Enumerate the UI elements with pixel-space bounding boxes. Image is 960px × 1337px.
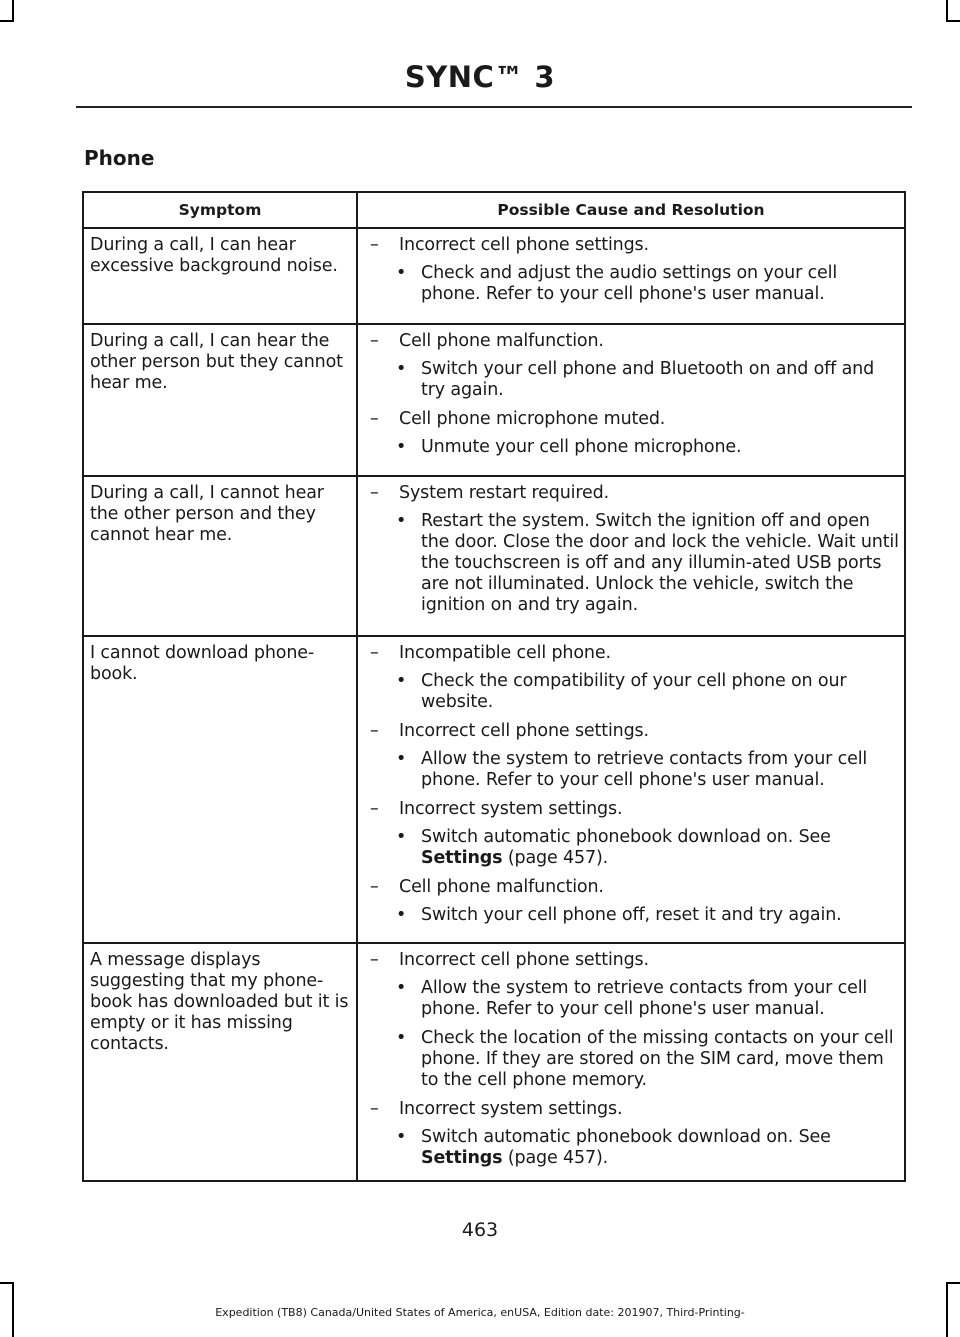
table-row [83,943,905,1181]
bullet-marker: • [396,511,407,531]
resolution-bullet [370,263,900,305]
cause-item [370,721,900,791]
cause-text: Incorrect cell phone settings. [399,950,649,970]
dash-marker: – [370,950,379,970]
cause-text: System restart required. [399,483,610,503]
bullet-text: Switch automatic phonebook download on. See [421,1127,831,1147]
cause-text: Cell phone microphone muted. [399,409,666,429]
bullet-marker: • [396,1127,407,1147]
table-row [83,636,905,943]
dash-marker: – [370,235,379,255]
resolution-bullet [370,437,900,458]
resolution-bullet [370,1127,900,1169]
cause-text: Incorrect cell phone settings. [399,721,649,741]
cause-item [370,1099,900,1169]
resolution-bullet [370,749,900,791]
page-number: 463 [461,1219,499,1241]
symptom-cell: During a call, I can hear the other person but they cannot hear me. [83,324,357,476]
bullet-text: Switch your cell phone and Bluetooth on and off and try again. [421,359,875,400]
table-row [83,476,905,636]
bullet-marker: • [396,827,407,847]
bullet-text: Check the compatibility of your cell phone on our website. [421,671,847,712]
cause-item [370,950,900,1091]
bullet-marker: • [396,263,407,283]
dash-marker: – [370,877,379,897]
bullet-text: Check the location of the missing contacts on your cell phone. If they are stored on the SIM card, move them to the cell phone memory. [421,1028,894,1090]
cause-text: Incorrect cell phone settings. [399,235,649,255]
dash-marker: – [370,1099,379,1119]
bullet-text: Switch your cell phone off, reset it and try again. [421,905,842,925]
cause-item [370,331,900,401]
dash-marker: – [370,409,379,429]
cause-text: Incompatible cell phone. [399,643,611,663]
crop-mark-bottom-left-h [0,1282,14,1284]
resolution-cell [357,943,905,1181]
bullet-text: Allow the system to retrieve contacts from your cell phone. Refer to your cell phone's user manual. [421,978,868,1019]
crop-mark-bottom-right-h [946,1282,960,1284]
dash-marker: – [370,799,379,819]
cause-text: Cell phone malfunction. [399,331,604,351]
table-row [83,324,905,476]
symptom-cell: During a call, I cannot hear the other person and they cannot hear me. [83,476,357,636]
cause-item [370,877,900,926]
column-header-symptom: Symptom [83,192,357,228]
dash-marker: – [370,483,379,503]
bullet-marker: • [396,359,407,379]
resolution-bullet [370,978,900,1020]
resolution-bullet [370,359,900,401]
crop-mark-top-right-v [946,0,948,22]
bullet-marker: • [396,749,407,769]
symptom-cell: A message displays suggesting that my phone-book has downloaded but it is empty or it has missing contacts. [83,943,357,1181]
bullet-text: Restart the system. Switch the ignition off and open the door. Close the door and lock the vehicle. Wait until the touchscreen is off and any illumin-ated USB ports are not illuminated. Unlock the vehicle, switch the ignition on and try again. [421,511,899,615]
page-reference: (page 457). [507,1148,609,1168]
symptom-cell: I cannot download phone-book. [83,636,357,943]
resolution-cell [357,476,905,636]
bullet-text: Allow the system to retrieve contacts from your cell phone. Refer to your cell phone's user manual. [421,749,868,790]
bullet-marker: • [396,1028,407,1048]
table-header-row [83,192,905,228]
resolution-bullet [370,671,900,713]
cause-text: Incorrect system settings. [399,799,623,819]
bullet-text: Check and adjust the audio settings on your cell phone. Refer to your cell phone's user manual. [421,263,838,304]
cause-item [370,409,900,458]
resolution-cell [357,324,905,476]
page-footer: Expedition (TB8) Canada/United States of America, enUSA, Edition date: 201907, Third-Printing- [215,1306,745,1319]
symptom-table [82,191,906,1182]
header-divider [76,106,912,108]
bullet-marker: • [396,978,407,998]
crop-mark-top-left-v [12,0,14,22]
cause-text: Cell phone malfunction. [399,877,604,897]
resolution-cell [357,636,905,943]
dash-marker: – [370,721,379,741]
table-body [83,228,905,1181]
crop-mark-top-right-h [946,20,960,22]
cause-item [370,235,900,305]
section-title: Phone [84,146,155,170]
page-header-title: SYNC™ 3 [404,60,556,94]
resolution-bullet [370,1028,900,1091]
column-header-cause: Possible Cause and Resolution [357,192,905,228]
bullet-text: Switch automatic phonebook download on. See [421,827,831,847]
bullet-marker: • [396,671,407,691]
dash-marker: – [370,643,379,663]
bullet-marker: • [396,437,407,457]
bullet-marker: • [396,905,407,925]
page-reference: (page 457). [507,848,609,868]
table-row [83,228,905,324]
resolution-bullet [370,905,900,926]
cause-item [370,799,900,869]
bullet-text: Unmute your cell phone microphone. [421,437,742,457]
settings-link[interactable]: Settings [421,1148,503,1168]
cause-item [370,483,900,616]
resolution-bullet [370,827,900,869]
resolution-cell [357,228,905,324]
dash-marker: – [370,331,379,351]
cause-text: Incorrect system settings. [399,1099,623,1119]
crop-mark-top-left-h [0,20,14,22]
resolution-bullet [370,511,900,616]
cause-item [370,643,900,713]
settings-link[interactable]: Settings [421,848,503,868]
symptom-cell: During a call, I can hear excessive background noise. [83,228,357,324]
